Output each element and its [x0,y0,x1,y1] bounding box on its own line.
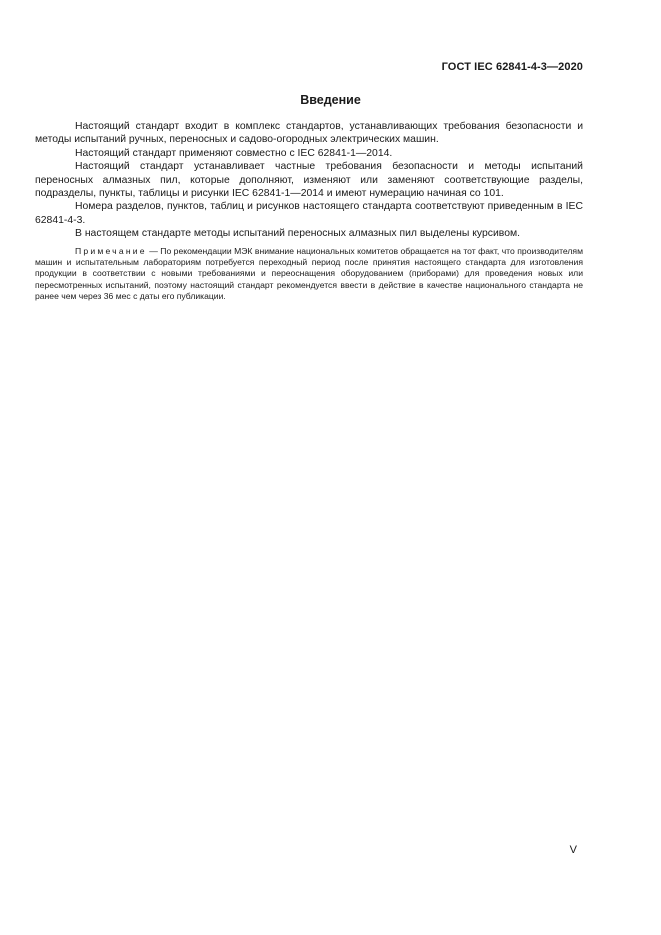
paragraph-1: Настоящий стандарт входит в комплекс стандартов, устанавливающих требования безопасности и методы испытаний ручных, переносных и садово-огородных электрических машин. [35,121,583,146]
note-text: — По рекомендации МЭК внимание национальных комитетов обращается на тот факт, что производителям машин и испытательным лабораториям потребуется переходный период после принятия настоящего стандарта для изготовления продукции в соответствии с новыми требованиями и переоснащения оборудованием (приборами) для проведения новых или пересмотренных испытаний, поэтому настоящий стандарт рекомендуется ввести в действие в качестве национального стандарта не ранее чем через 36 мес с даты его публикации. [35,245,583,302]
section-title: Введение [300,93,361,107]
standard-code: ГОСТ IEC 62841-4-3—2020 [441,61,583,73]
note [35,246,583,303]
introduction-body [35,120,583,303]
paragraph-4: Номера разделов, пунктов, таблиц и рисунков настоящего стандарта соответствуют приведенным в IEC 62841-4-3. [35,201,583,226]
paragraph-3: Настоящий стандарт устанавливает частные требования безопасности и методы испытаний переносных алмазных пил, которые дополняют, изменяют или заменяют соответствующие разделы, подразделы, пункты, таблицы и рисунки IEC 62841-1—2014 и имеют нумерацию начиная со 101. [35,161,583,200]
note-label: Примечание [75,245,147,256]
paragraph-2: Настоящий стандарт применяют совместно с IEC 62841-1—2014. [75,147,393,159]
page-number: V [569,844,577,856]
paragraph-5: В настоящем стандарте методы испытаний переносных алмазных пил выделены курсивом. [75,228,521,240]
